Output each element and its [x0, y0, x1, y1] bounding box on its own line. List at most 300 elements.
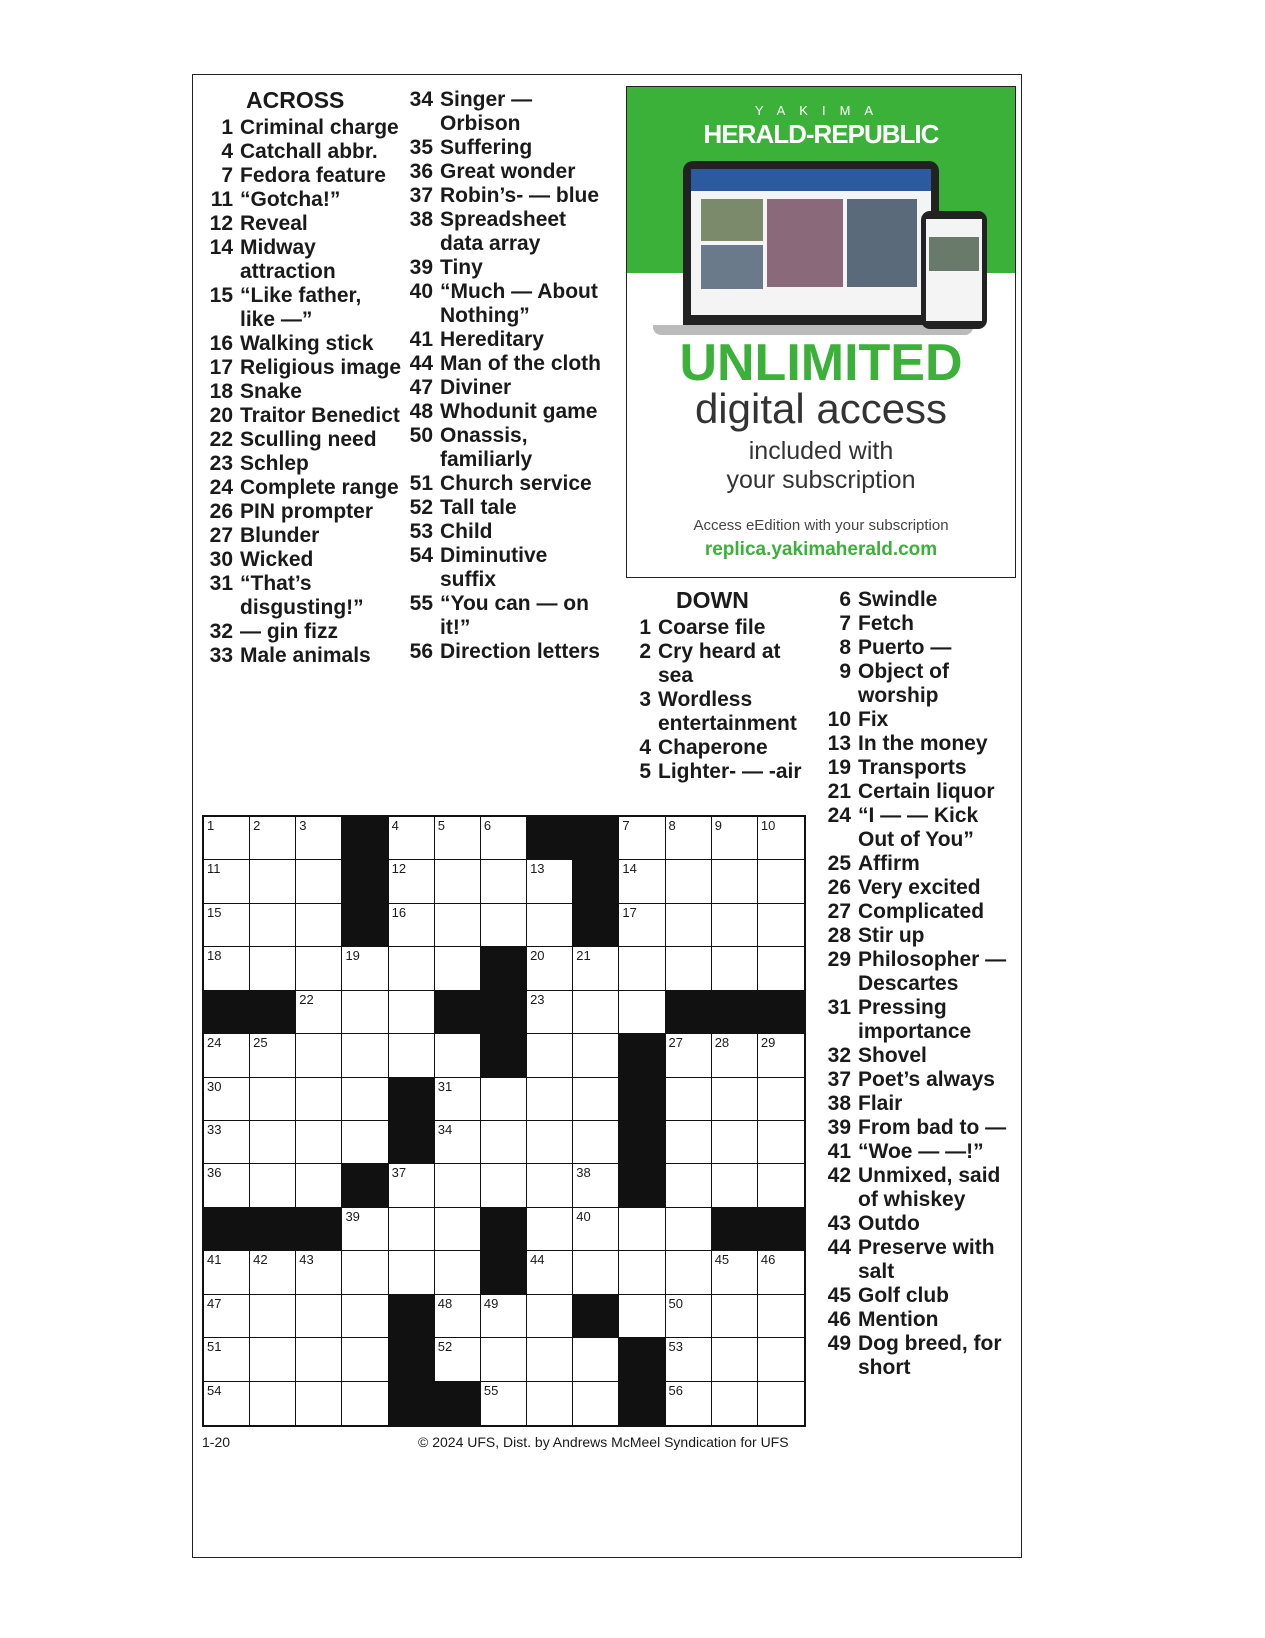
grid-cell[interactable]	[204, 1164, 250, 1207]
grid-cell[interactable]	[389, 904, 435, 947]
grid-cell[interactable]	[712, 1251, 758, 1294]
grid-cell[interactable]	[666, 947, 712, 990]
grid-cell[interactable]	[619, 1295, 665, 1338]
grid-cell[interactable]	[389, 1251, 435, 1294]
clue-number: 41	[409, 328, 433, 351]
grid-cell[interactable]	[296, 1251, 342, 1294]
cell-number: 1	[207, 818, 215, 833]
clue-item[interactable]	[202, 212, 402, 236]
grid-cell[interactable]	[527, 991, 573, 1034]
grid-cell[interactable]	[758, 1295, 804, 1338]
grid-cell[interactable]	[619, 904, 665, 947]
cell-number: 51	[207, 1339, 222, 1355]
clue-item[interactable]	[202, 236, 402, 284]
clue-number: 34	[409, 88, 433, 111]
clue-item[interactable]	[402, 256, 602, 280]
clue-number: 16	[209, 332, 233, 355]
clue-item[interactable]	[402, 88, 602, 136]
clue-number: 3	[639, 688, 651, 711]
cell-number: 20	[530, 948, 545, 964]
clue-item[interactable]	[202, 548, 402, 572]
grid-cell[interactable]	[250, 1164, 296, 1207]
grid-cell[interactable]	[481, 860, 527, 903]
grid-cell[interactable]	[527, 1251, 573, 1294]
grid-cell[interactable]	[619, 860, 665, 903]
grid-cell[interactable]	[435, 1164, 481, 1207]
clue-text: Great wonder	[440, 160, 576, 183]
grid-cell[interactable]	[481, 1164, 527, 1207]
clue-item[interactable]	[620, 616, 820, 640]
clue-item[interactable]	[402, 136, 602, 160]
grid-cell[interactable]	[204, 1034, 250, 1077]
grid-cell[interactable]	[296, 991, 342, 1034]
grid-cell[interactable]	[573, 1382, 619, 1425]
clue-number: 55	[409, 592, 433, 615]
clue-text: Lighter- — -air	[658, 760, 802, 783]
clue-text: Direction letters	[440, 640, 600, 663]
grid-cell[interactable]	[296, 1121, 342, 1164]
grid-cell[interactable]	[712, 947, 758, 990]
grid-cell[interactable]	[296, 1382, 342, 1425]
grid-cell[interactable]	[573, 1164, 619, 1207]
clue-item[interactable]	[820, 780, 1018, 804]
subscription-ad[interactable]	[626, 86, 1016, 578]
grid-cell[interactable]	[712, 1295, 758, 1338]
grid-block	[758, 991, 804, 1034]
grid-block	[389, 1295, 435, 1338]
grid-cell[interactable]	[435, 1078, 481, 1121]
clue-item[interactable]	[202, 452, 402, 476]
clue-item[interactable]	[820, 1284, 1018, 1308]
cell-number: 49	[483, 1295, 499, 1311]
grid-cell[interactable]	[342, 1251, 388, 1294]
clue-text: Fedora feature	[240, 164, 386, 187]
grid-cell[interactable]	[250, 1295, 296, 1338]
clue-item[interactable]	[402, 160, 602, 184]
clue-item[interactable]	[820, 876, 1018, 900]
grid-cell[interactable]	[296, 1034, 342, 1077]
clue-number: 18	[209, 380, 233, 403]
grid-cell[interactable]	[527, 1121, 573, 1164]
grid-cell[interactable]	[481, 817, 527, 860]
grid-cell[interactable]	[204, 1295, 250, 1338]
grid-cell[interactable]	[666, 1338, 712, 1381]
grid-cell[interactable]	[435, 1208, 481, 1251]
clue-item[interactable]	[402, 496, 602, 520]
grid-cell[interactable]	[573, 1121, 619, 1164]
clue-item[interactable]	[820, 948, 1018, 996]
clue-item[interactable]	[820, 732, 1018, 756]
clue-item[interactable]	[202, 572, 402, 620]
clue-item[interactable]	[402, 400, 602, 424]
clue-number: 41	[827, 1140, 851, 1163]
clue-number: 31	[209, 572, 233, 595]
ad-subhead: digital access	[694, 385, 948, 432]
grid-cell[interactable]	[204, 1078, 250, 1121]
grid-cell[interactable]	[435, 947, 481, 990]
grid-cell[interactable]	[250, 1034, 296, 1077]
grid-cell[interactable]	[758, 1164, 804, 1207]
grid-block	[435, 991, 481, 1034]
clue-number: 17	[209, 356, 233, 379]
grid-cell[interactable]	[435, 860, 481, 903]
grid-cell[interactable]	[296, 1338, 342, 1381]
grid-cell[interactable]	[389, 991, 435, 1034]
grid-block	[527, 817, 573, 860]
clue-text: Singer — Orbison	[440, 88, 533, 135]
clue-item[interactable]	[820, 1164, 1018, 1212]
laptop-image	[683, 161, 939, 325]
cell-number: 23	[530, 991, 545, 1007]
clue-text: Blunder	[240, 524, 320, 547]
clue-text: — gin fizz	[240, 620, 338, 643]
clue-item[interactable]	[202, 188, 402, 212]
clue-item[interactable]	[402, 472, 602, 496]
grid-cell[interactable]	[573, 947, 619, 990]
ad-url-link[interactable]: replica.yakimaherald.com	[704, 539, 938, 560]
grid-cell[interactable]	[342, 1338, 388, 1381]
clue-text: “Like father, like —”	[240, 284, 362, 331]
clue-number: 7	[839, 612, 851, 635]
grid-cell[interactable]	[481, 1295, 527, 1338]
clue-number: 2	[639, 640, 651, 663]
clue-item[interactable]	[202, 332, 402, 356]
clue-item[interactable]	[820, 708, 1018, 732]
clue-item[interactable]	[820, 588, 1018, 612]
grid-cell[interactable]	[204, 947, 250, 990]
clue-item[interactable]	[820, 1116, 1018, 1140]
grid-cell[interactable]	[435, 817, 481, 860]
grid-cell[interactable]	[296, 904, 342, 947]
grid-cell[interactable]	[527, 1338, 573, 1381]
grid-cell[interactable]	[758, 1382, 804, 1425]
grid-cell[interactable]	[250, 904, 296, 947]
grid-cell[interactable]	[481, 904, 527, 947]
clue-item[interactable]	[402, 352, 602, 376]
grid-cell[interactable]	[758, 1078, 804, 1121]
clue-text: Shovel	[858, 1044, 927, 1067]
grid-cell[interactable]	[250, 1121, 296, 1164]
cell-number: 39	[345, 1208, 360, 1224]
grid-cell[interactable]	[342, 1121, 388, 1164]
grid-cell[interactable]	[435, 1295, 481, 1338]
clue-item[interactable]	[402, 424, 602, 472]
ad-line2: your subscription	[726, 466, 916, 494]
grid-cell[interactable]	[758, 1251, 804, 1294]
clue-text: Unmixed, said of whiskey	[858, 1164, 1001, 1211]
clue-number: 47	[409, 376, 433, 399]
grid-cell[interactable]	[250, 1382, 296, 1425]
grid-cell[interactable]	[250, 1078, 296, 1121]
grid-cell[interactable]	[204, 860, 250, 903]
grid-cell[interactable]	[435, 1251, 481, 1294]
grid-block	[619, 1338, 665, 1381]
grid-cell[interactable]	[666, 1164, 712, 1207]
grid-block	[250, 991, 296, 1034]
clue-number: 32	[209, 620, 233, 643]
clue-item[interactable]	[820, 996, 1018, 1044]
clue-number: 5	[639, 760, 651, 783]
clue-item[interactable]	[202, 164, 402, 188]
clue-item[interactable]	[620, 688, 820, 736]
clue-item[interactable]	[820, 852, 1018, 876]
clue-number: 50	[409, 424, 433, 447]
grid-cell[interactable]	[666, 1295, 712, 1338]
grid-cell[interactable]	[758, 1121, 804, 1164]
clue-number: 20	[209, 404, 233, 427]
grid-cell[interactable]	[666, 860, 712, 903]
clue-number: 37	[827, 1068, 851, 1091]
cell-number: 28	[714, 1035, 730, 1051]
clue-item[interactable]	[402, 328, 602, 352]
clue-item[interactable]	[820, 1140, 1018, 1164]
clue-number: 11	[210, 188, 233, 211]
clue-item[interactable]	[820, 1308, 1018, 1332]
grid-cell[interactable]	[296, 1078, 342, 1121]
grid-cell[interactable]	[250, 1251, 296, 1294]
grid-cell[interactable]	[758, 947, 804, 990]
grid-cell[interactable]	[389, 1164, 435, 1207]
grid-cell[interactable]	[712, 904, 758, 947]
grid-cell[interactable]	[250, 860, 296, 903]
grid-cell[interactable]	[435, 1121, 481, 1164]
grid-cell[interactable]	[712, 1338, 758, 1381]
clue-item[interactable]	[202, 116, 402, 140]
clue-item[interactable]	[820, 612, 1018, 636]
clue-item[interactable]	[402, 520, 602, 544]
grid-cell[interactable]	[435, 1034, 481, 1077]
grid-cell[interactable]	[573, 1034, 619, 1077]
clue-item[interactable]	[202, 620, 402, 644]
clue-item[interactable]	[820, 804, 1018, 852]
grid-cell[interactable]	[527, 1164, 573, 1207]
grid-cell[interactable]	[204, 1121, 250, 1164]
clue-item[interactable]	[202, 380, 402, 404]
grid-cell[interactable]	[389, 1208, 435, 1251]
grid-cell[interactable]	[712, 1078, 758, 1121]
clue-number: 13	[827, 732, 851, 755]
grid-block	[389, 1121, 435, 1164]
grid-cell[interactable]	[527, 1295, 573, 1338]
clue-number: 27	[827, 900, 851, 923]
grid-cell[interactable]	[666, 817, 712, 860]
clue-item[interactable]	[202, 476, 402, 500]
clue-item[interactable]	[402, 640, 602, 664]
across-clues-col2	[402, 88, 602, 664]
clue-item[interactable]	[820, 636, 1018, 660]
clue-number: 32	[827, 1044, 851, 1067]
grid-cell[interactable]	[296, 860, 342, 903]
grid-cell[interactable]	[250, 1338, 296, 1381]
clue-item[interactable]	[202, 428, 402, 452]
grid-cell[interactable]	[666, 1034, 712, 1077]
grid-cell[interactable]	[619, 817, 665, 860]
down-clues-col1	[620, 588, 820, 784]
clue-text: Snake	[240, 380, 302, 403]
grid-cell[interactable]	[389, 947, 435, 990]
grid-cell[interactable]	[619, 1251, 665, 1294]
grid-block	[666, 991, 712, 1034]
grid-cell[interactable]	[296, 1295, 342, 1338]
clue-item[interactable]	[620, 736, 820, 760]
grid-cell[interactable]	[712, 1121, 758, 1164]
grid-cell[interactable]	[619, 947, 665, 990]
grid-cell[interactable]	[758, 1338, 804, 1381]
grid-cell[interactable]	[389, 817, 435, 860]
grid-cell[interactable]	[573, 991, 619, 1034]
grid-cell[interactable]	[712, 1382, 758, 1425]
clue-text: Diviner	[440, 376, 512, 399]
grid-cell[interactable]	[527, 1078, 573, 1121]
grid-cell[interactable]	[481, 1078, 527, 1121]
grid-cell[interactable]	[342, 947, 388, 990]
grid-cell[interactable]	[389, 1034, 435, 1077]
clue-text: Complicated	[858, 900, 985, 923]
clue-item[interactable]	[820, 1068, 1018, 1092]
clue-item[interactable]	[202, 284, 402, 332]
grid-cell[interactable]	[250, 947, 296, 990]
clue-item[interactable]	[202, 524, 402, 548]
grid-cell[interactable]	[296, 1164, 342, 1207]
grid-cell[interactable]	[527, 1208, 573, 1251]
clue-item[interactable]	[820, 1236, 1018, 1284]
cell-number: 50	[668, 1295, 683, 1311]
grid-cell[interactable]	[666, 1078, 712, 1121]
clue-number: 26	[209, 500, 233, 523]
grid-cell[interactable]	[573, 1078, 619, 1121]
grid-cell[interactable]	[481, 1338, 527, 1381]
cell-number: 36	[207, 1165, 222, 1181]
grid-cell[interactable]	[666, 1208, 712, 1251]
grid-cell[interactable]	[758, 1034, 804, 1077]
grid-cell[interactable]	[481, 1121, 527, 1164]
grid-cell[interactable]	[435, 904, 481, 947]
clue-item[interactable]	[820, 900, 1018, 924]
clue-item[interactable]	[402, 592, 602, 640]
grid-cell[interactable]	[204, 904, 250, 947]
grid-cell[interactable]	[250, 817, 296, 860]
grid-cell[interactable]	[204, 1251, 250, 1294]
grid-cell[interactable]	[666, 1251, 712, 1294]
cell-number: 38	[576, 1165, 591, 1181]
clue-item[interactable]	[402, 280, 602, 328]
grid-block	[250, 1208, 296, 1251]
grid-cell[interactable]	[666, 1121, 712, 1164]
clue-item[interactable]	[820, 924, 1018, 948]
cell-number: 43	[299, 1252, 314, 1268]
clue-item[interactable]	[820, 660, 1018, 708]
grid-cell[interactable]	[204, 1338, 250, 1381]
grid-cell[interactable]	[342, 1034, 388, 1077]
grid-cell[interactable]	[342, 1208, 388, 1251]
clue-item[interactable]	[820, 1092, 1018, 1116]
cell-number: 9	[714, 818, 722, 833]
grid-cell[interactable]	[712, 1034, 758, 1077]
clue-item[interactable]	[402, 544, 602, 592]
clue-item[interactable]	[202, 356, 402, 380]
grid-cell[interactable]	[758, 904, 804, 947]
grid-cell[interactable]	[758, 817, 804, 860]
ad-included-text	[627, 437, 1015, 495]
grid-cell[interactable]	[296, 947, 342, 990]
clue-item[interactable]	[820, 1332, 1018, 1380]
grid-cell[interactable]	[619, 1208, 665, 1251]
grid-cell[interactable]	[527, 1034, 573, 1077]
grid-cell[interactable]	[527, 1382, 573, 1425]
grid-cell[interactable]	[712, 1164, 758, 1207]
clue-number: 6	[839, 588, 851, 611]
grid-cell[interactable]	[435, 1338, 481, 1381]
clue-text: Preserve with salt	[858, 1236, 995, 1283]
grid-cell[interactable]	[342, 1382, 388, 1425]
grid-cell[interactable]	[527, 860, 573, 903]
clue-number: 39	[409, 256, 433, 279]
clue-item[interactable]	[402, 184, 602, 208]
grid-cell[interactable]	[342, 991, 388, 1034]
cell-number: 11	[207, 861, 221, 877]
clue-number: 56	[409, 640, 433, 663]
clue-number: 12	[209, 212, 233, 235]
clue-text: Affirm	[858, 852, 920, 875]
clue-text: Traitor Benedict	[240, 404, 400, 427]
grid-cell[interactable]	[573, 1251, 619, 1294]
grid-cell[interactable]	[712, 817, 758, 860]
grid-cell[interactable]	[527, 904, 573, 947]
clue-text: Pressing importance	[858, 996, 972, 1043]
grid-cell[interactable]	[573, 1208, 619, 1251]
crossword-grid[interactable]	[202, 815, 806, 1427]
clue-item[interactable]	[620, 760, 820, 784]
clue-item[interactable]	[402, 376, 602, 400]
grid-cell[interactable]	[342, 1078, 388, 1121]
clue-item[interactable]	[820, 756, 1018, 780]
grid-cell[interactable]	[204, 1382, 250, 1425]
grid-cell[interactable]	[666, 1382, 712, 1425]
grid-block	[573, 904, 619, 947]
grid-block	[712, 1208, 758, 1251]
grid-cell[interactable]	[296, 817, 342, 860]
grid-cell[interactable]	[619, 991, 665, 1034]
clue-item[interactable]	[202, 140, 402, 164]
clue-item[interactable]	[402, 208, 602, 256]
clue-text: PIN prompter	[240, 500, 374, 523]
grid-cell[interactable]	[389, 860, 435, 903]
grid-cell[interactable]	[758, 860, 804, 903]
grid-block	[573, 860, 619, 903]
clue-text: Schlep	[240, 452, 309, 475]
clue-text: Wicked	[240, 548, 314, 571]
clue-item[interactable]	[202, 404, 402, 428]
clue-item[interactable]	[820, 1044, 1018, 1068]
grid-cell[interactable]	[666, 904, 712, 947]
grid-cell[interactable]	[342, 1295, 388, 1338]
grid-block	[204, 991, 250, 1034]
cell-number: 3	[299, 818, 307, 833]
clue-text: Golf club	[858, 1284, 949, 1307]
grid-cell[interactable]	[573, 1338, 619, 1381]
clue-item[interactable]	[620, 640, 820, 688]
clue-item[interactable]	[202, 500, 402, 524]
grid-cell[interactable]	[712, 860, 758, 903]
clue-item[interactable]	[202, 644, 402, 668]
grid-cell[interactable]	[204, 817, 250, 860]
clue-item[interactable]	[820, 1212, 1018, 1236]
clue-number: 52	[409, 496, 433, 519]
clue-number: 38	[409, 208, 433, 231]
grid-cell[interactable]	[527, 947, 573, 990]
clue-text: Church service	[440, 472, 592, 495]
grid-cell[interactable]	[481, 1382, 527, 1425]
